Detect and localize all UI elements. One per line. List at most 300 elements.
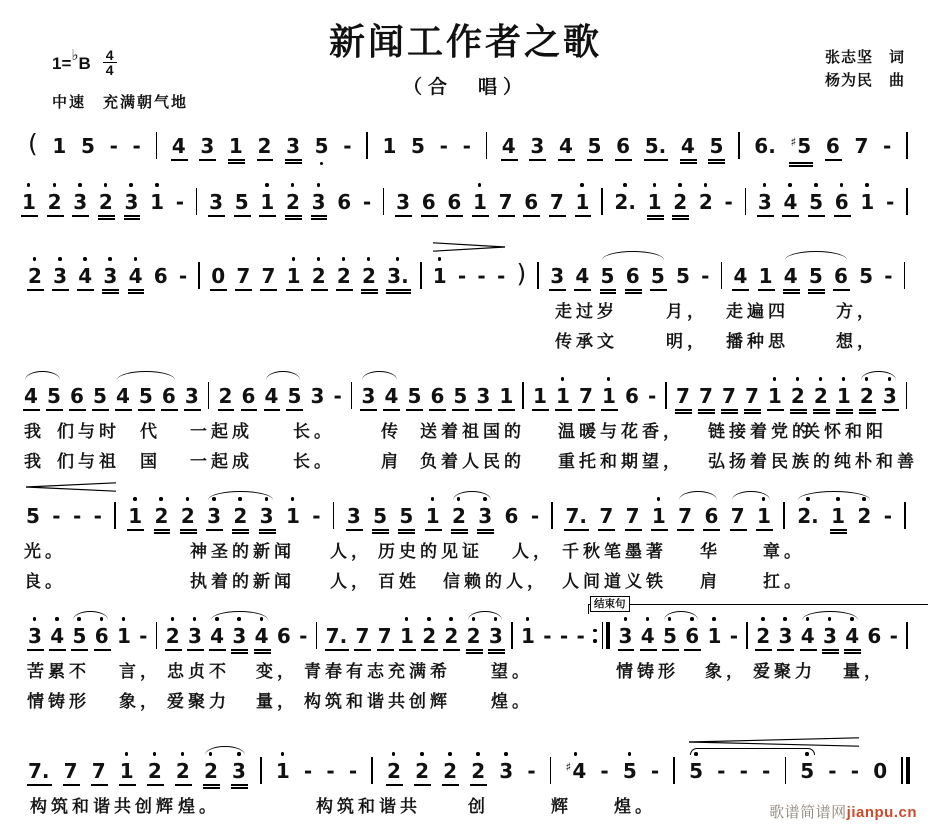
octave-dot-above — [646, 617, 650, 621]
octave-dot-above — [291, 183, 295, 187]
note: 5 — [689, 759, 703, 783]
note: 2 — [452, 504, 466, 528]
octave-dot-above — [788, 183, 792, 187]
octave-dot-above — [58, 257, 62, 261]
note: 1 — [276, 759, 290, 783]
duration-dash: - — [543, 624, 552, 648]
slur-arc — [362, 371, 397, 380]
note: 2 — [415, 759, 429, 783]
lyric-segment: 播种思 — [726, 332, 789, 351]
key-text: 1=♭B — [52, 47, 91, 73]
octave-dot-above — [133, 497, 137, 501]
duration-dash: - — [828, 759, 837, 783]
barline — [738, 132, 740, 159]
note: 2 — [155, 504, 169, 528]
note: 1 — [860, 190, 874, 214]
slur-arc — [861, 371, 896, 380]
lyric-segment: 构筑和谐共创辉 — [304, 692, 451, 711]
note: 1 — [128, 504, 142, 528]
note: 4 — [265, 384, 279, 408]
note: 4 — [172, 134, 186, 158]
note: 2 — [258, 134, 272, 158]
note: 3 — [207, 504, 221, 528]
octave-dot-above — [317, 183, 321, 187]
duration-dash: - — [600, 759, 609, 783]
slur-arc — [679, 491, 717, 500]
barline — [366, 132, 368, 159]
duration-dash: - — [884, 264, 893, 288]
note: 5 — [709, 134, 723, 158]
note: 2 — [860, 384, 874, 408]
note: 5 — [663, 624, 677, 648]
slur-arc — [732, 491, 770, 500]
note: 7 — [579, 384, 593, 408]
slur-arc — [211, 611, 268, 620]
note: 3 — [260, 504, 274, 528]
augmentation-dot: . — [628, 190, 636, 214]
lyric-segment: 量， — [256, 692, 298, 711]
lyric-segment: 人， — [512, 542, 554, 561]
duration-dash: - — [343, 134, 352, 158]
note: 2 — [857, 504, 871, 528]
octave-dot-above — [122, 617, 126, 621]
lyric-segment: 百姓 — [378, 572, 420, 591]
parenthesis: ) — [516, 259, 527, 288]
time-signature: 4 4 — [103, 48, 117, 77]
note: 1 — [759, 264, 773, 288]
barline — [673, 757, 675, 784]
octave-dot-above — [186, 497, 190, 501]
duration-dash: - — [559, 624, 569, 648]
duration-dash: - — [883, 134, 892, 158]
lyric-segment: 人间道义铁 — [562, 572, 667, 591]
note: 5 — [287, 384, 301, 408]
slur-arc — [602, 251, 664, 260]
barline — [383, 188, 385, 215]
note: 3 — [823, 624, 837, 648]
lyric-segment: 明， — [666, 332, 708, 351]
slur-arc — [266, 371, 300, 380]
note: 5 — [139, 384, 153, 408]
lyric-segment: 肩 — [700, 572, 721, 591]
lyric-segment: 言， — [119, 662, 161, 681]
note: 1 — [426, 504, 440, 528]
note: 4 — [681, 134, 695, 158]
note: 1 — [117, 624, 131, 648]
note: 2. — [797, 504, 819, 528]
note: 7 — [678, 504, 692, 528]
octave-dot-above — [623, 183, 627, 187]
octave-dot-above — [761, 617, 765, 621]
note: 1 — [260, 190, 274, 214]
duration-dash: - — [496, 264, 506, 288]
note: 5 — [81, 134, 95, 158]
note: 7. — [28, 759, 50, 783]
duration-dash: - — [462, 134, 471, 158]
note: 2 — [312, 264, 326, 288]
sharp-icon: ♯ — [790, 135, 797, 149]
note: 2 — [362, 264, 376, 288]
duration-dash: - — [93, 504, 102, 528]
octave-dot-above — [291, 497, 295, 501]
duration-dash: - — [299, 624, 308, 648]
octave-dot-above — [405, 617, 409, 621]
note: 1 — [287, 264, 301, 288]
note: 7 — [499, 190, 513, 214]
note: ♯4 — [566, 759, 587, 786]
note: 2 — [756, 624, 770, 648]
lyric-segment: 温暖与花香， — [558, 422, 684, 441]
note: 5 — [651, 264, 665, 288]
note: 4 — [784, 264, 798, 288]
note: 5 — [623, 759, 637, 783]
octave-dot-above — [78, 183, 82, 187]
slur-arc — [208, 491, 273, 500]
lyric-segment: 煌。 — [491, 692, 533, 711]
barline — [260, 757, 262, 784]
decrescendo-hairpin — [433, 242, 505, 252]
slur-arc — [117, 371, 175, 380]
note: 1 — [521, 624, 535, 648]
note: 2 — [286, 190, 300, 214]
octave-dot-above — [561, 377, 565, 381]
slur-arc — [798, 491, 870, 500]
lyric-segment: 信赖的人， — [443, 572, 548, 591]
note: 3 — [232, 624, 246, 648]
note: 7 — [64, 759, 78, 783]
lyric-segment: 构筑和谐共 — [316, 797, 421, 816]
duration-dash: - — [477, 264, 486, 288]
octave-dot-above — [420, 752, 424, 756]
lyric-segment: 想， — [836, 332, 878, 351]
octave-dot-above — [33, 257, 37, 261]
lyric-segment: 们与时 — [57, 422, 120, 441]
lyric-segment: 煌。 — [178, 797, 220, 816]
barline — [486, 132, 488, 159]
octave-dot-above — [55, 617, 59, 621]
lyric-segment: 国 — [140, 452, 161, 471]
octave-dot-above — [865, 183, 869, 187]
note: 3 — [347, 504, 361, 528]
slur-arc — [205, 746, 245, 755]
note: 5 — [26, 504, 40, 528]
note: 2 — [673, 190, 687, 214]
octave-dot-above — [438, 257, 442, 261]
note: 1 — [533, 384, 547, 408]
octave-dot-above — [104, 183, 108, 187]
octave-dot-above — [814, 183, 818, 187]
crescendo-hairpin — [26, 482, 116, 492]
octave-dot-above — [125, 752, 129, 756]
note: 3 — [209, 190, 223, 214]
octave-dot-above — [763, 183, 767, 187]
note: 6 — [70, 384, 84, 408]
note: 2 — [443, 759, 457, 783]
note: 1 — [286, 504, 300, 528]
notes-row — [28, 624, 908, 650]
octave-dot-above — [159, 497, 163, 501]
barline — [904, 502, 906, 529]
duration-dash: - — [650, 759, 660, 783]
note: 3 — [476, 384, 490, 408]
note: 1 — [707, 624, 721, 648]
parenthesis: ( — [28, 129, 38, 158]
note: 2 — [176, 759, 190, 783]
octave-dot-above — [367, 257, 371, 261]
augmentation-dot: . — [579, 504, 587, 528]
note: 4 — [559, 134, 573, 158]
note: 4 — [801, 624, 815, 648]
note: 3 — [103, 264, 117, 288]
lyric-segment: 走遍四 — [726, 302, 789, 321]
slur-arc — [664, 611, 698, 620]
duration-dash: - — [647, 384, 657, 408]
notes-row — [28, 129, 908, 160]
augmentation-dot: . — [768, 134, 776, 158]
octave-dot-above — [712, 617, 716, 621]
barline — [665, 382, 667, 409]
note: 6 — [524, 190, 538, 214]
octave-dot-above — [392, 752, 396, 756]
note: 3 — [619, 624, 633, 648]
note: 1 — [768, 384, 782, 408]
note: 4 — [210, 624, 224, 648]
barline — [906, 132, 908, 159]
note: 5 — [809, 190, 823, 214]
lyric-segment: 重托和期望， — [558, 452, 684, 471]
lyric-segment: 关怀和阳 — [803, 422, 887, 441]
note: 1 — [52, 134, 67, 158]
note: 2. — [614, 190, 636, 214]
note: 6 — [834, 264, 848, 288]
duration-dash: - — [303, 759, 313, 783]
note: 1 — [837, 384, 851, 408]
note: 7 — [745, 384, 759, 408]
repeat-end-barline — [593, 622, 610, 649]
octave-dot-below — [320, 162, 324, 166]
coda-label: 结束句 — [590, 596, 630, 612]
barline — [746, 622, 748, 649]
duration-dash: - — [739, 759, 748, 783]
duration-dash: - — [885, 190, 895, 214]
final-barline — [901, 757, 910, 784]
octave-dot-above — [580, 183, 584, 187]
octave-dot-above — [431, 497, 435, 501]
octave-dot-above — [653, 183, 657, 187]
note: 5 — [399, 504, 413, 528]
octave-dot-above — [773, 377, 777, 381]
note: 6 — [704, 504, 718, 528]
octave-dot-above — [783, 617, 787, 621]
note: 7 — [731, 504, 745, 528]
note: 5 — [47, 384, 61, 408]
note: 1 — [576, 190, 590, 214]
note: 5. — [645, 134, 667, 158]
note: 5 — [72, 624, 86, 648]
note: 3 — [530, 134, 544, 158]
octave-dot-above — [819, 377, 823, 381]
lyric-segment: 我 — [24, 452, 45, 471]
duration-dash: - — [527, 759, 536, 783]
note: 6 — [624, 384, 639, 408]
barline — [333, 502, 335, 529]
lyric-segment: 传 — [381, 422, 402, 441]
flat-icon: ♭ — [71, 47, 79, 64]
note: 6 — [616, 134, 630, 158]
note: 3 — [188, 624, 202, 648]
note: 2 — [48, 190, 62, 214]
note: 2 — [422, 624, 436, 648]
barline — [550, 757, 552, 784]
note: ♯5 — [790, 134, 811, 161]
lyric-segment: 望。 — [491, 662, 533, 681]
note: 5 — [235, 190, 249, 214]
note: 4 — [129, 264, 143, 288]
lyric-segment: 象， — [705, 662, 747, 681]
note: 3 — [125, 190, 139, 214]
note: 7 — [722, 384, 736, 408]
lyric-segment: 辉 — [551, 797, 572, 816]
note: 7 — [676, 384, 690, 408]
music-system — [28, 259, 906, 351]
lyric-segment: 方， — [836, 302, 878, 321]
note: 2 — [471, 759, 485, 783]
note: 4 — [24, 384, 38, 408]
slur-arc — [25, 371, 60, 380]
lyric-segment: 执着的新闻 — [190, 572, 295, 591]
notes-row — [26, 504, 906, 530]
barline — [156, 622, 158, 649]
octave-dot-above — [796, 377, 800, 381]
note: 1 — [652, 504, 666, 528]
note: 5 — [453, 384, 467, 408]
site-watermark — [769, 801, 917, 822]
note: 2 — [444, 624, 458, 648]
note: 1 — [22, 190, 36, 214]
duration-dash: - — [457, 264, 467, 288]
music-system — [27, 624, 908, 711]
note: 6 — [826, 134, 840, 158]
note: 3 — [478, 504, 492, 528]
note: 3 — [28, 624, 42, 648]
note: 4 — [116, 384, 130, 408]
lyric-segment: 负着人民的 — [420, 452, 525, 471]
page-title: 新闻工作者之歌 — [328, 21, 602, 62]
tempo-marking: 中速 充满朝气地 — [52, 94, 189, 111]
note: 3 — [312, 190, 326, 214]
augmentation-dot: . — [401, 264, 409, 288]
barline — [551, 502, 553, 529]
duration-dash: - — [72, 504, 82, 528]
note: 6 — [626, 264, 640, 288]
lyric-segment: 一起成 — [190, 452, 253, 471]
key-signature — [52, 48, 117, 77]
note: 2 — [699, 190, 713, 214]
octave-dot-above — [108, 257, 112, 261]
duration-dash: - — [530, 504, 540, 528]
lyric-segment: 构筑和谐共创辉 — [30, 797, 177, 816]
site-url-link[interactable]: jianpu.cn — [846, 804, 917, 821]
note: 3 — [396, 190, 410, 214]
lyric-segment: 扛。 — [763, 572, 805, 591]
duration-dash: - — [132, 134, 141, 158]
lyric-segment: 情铸形 — [616, 662, 679, 681]
note: 3 — [489, 624, 503, 648]
barline — [721, 262, 723, 289]
note: 5 — [809, 264, 823, 288]
note: 6 — [162, 384, 176, 408]
lyric-segment: 苦累不 — [27, 662, 90, 681]
octave-dot-above — [628, 752, 632, 756]
note: 1 — [499, 384, 513, 408]
lyric-segment: 一起成 — [190, 422, 253, 441]
barline — [906, 382, 908, 409]
note: 6 — [242, 384, 256, 408]
note: 4 — [255, 624, 269, 648]
duration-dash: - — [175, 190, 185, 214]
note: 6 — [867, 624, 882, 648]
lyric-segment: 忠贞不 — [167, 662, 230, 681]
lyric-segment: 创 — [468, 797, 489, 816]
octave-dot-above — [504, 752, 508, 756]
note: 2 — [337, 264, 351, 288]
note: 1 — [757, 504, 771, 528]
duration-dash: - — [109, 134, 118, 158]
note: 0 — [211, 264, 225, 288]
octave-dot-above — [53, 183, 57, 187]
barline — [114, 502, 116, 529]
note: 5 — [373, 504, 387, 528]
note: 2 — [387, 759, 401, 783]
note: 6 — [504, 504, 519, 528]
octave-dot-above — [574, 752, 578, 756]
note: 7 — [550, 190, 564, 214]
note: 7 — [699, 384, 713, 408]
duration-dash: - — [717, 759, 726, 783]
lyric-segment: 千秋笔墨著 — [562, 542, 667, 561]
note: 5 — [675, 264, 690, 288]
note: 1 — [433, 264, 447, 288]
lyric-segment: 爱聚力 — [753, 662, 816, 681]
barline — [745, 188, 747, 215]
duration-dash: - — [576, 624, 585, 648]
note: 2 — [233, 504, 247, 528]
lyric-segment: 人， — [330, 542, 372, 561]
lyric-segment: 青春有志充满希 — [304, 662, 451, 681]
augmentation-dot: . — [41, 759, 50, 783]
note: 7 — [355, 624, 369, 648]
lyric-segment: 肩 — [381, 452, 402, 471]
note: 4 — [845, 624, 859, 648]
octave-dot-above — [281, 752, 285, 756]
note: 1 — [400, 624, 414, 648]
music-system — [22, 190, 908, 216]
note: 1 — [602, 384, 616, 408]
notes-row — [24, 384, 908, 410]
lyric-segment: 变， — [256, 662, 298, 681]
music-system — [24, 384, 918, 471]
note: 1 — [648, 190, 662, 214]
octave-dot-above — [448, 752, 452, 756]
octave-dot-above — [478, 183, 482, 187]
note: 2 — [814, 384, 828, 408]
note: 3 — [550, 264, 564, 288]
lyric-segment: 代 — [140, 422, 161, 441]
note: 4 — [733, 264, 747, 288]
coda-bracket — [588, 598, 928, 610]
note: 6 — [685, 624, 699, 648]
octave-dot-above — [704, 183, 708, 187]
